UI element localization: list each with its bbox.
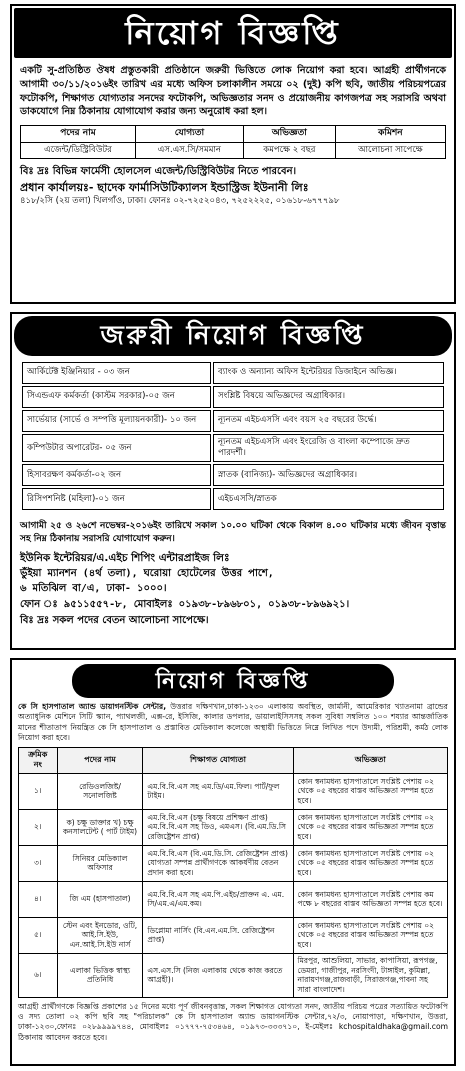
- ad3-serial: ২।: [19, 809, 58, 845]
- table-row: [19, 845, 448, 881]
- table-row: [22, 488, 444, 510]
- ad2-address-line1: ভুঁইয়া ম্যানশন (৪র্থ তলা), ঘরোয়া হোটেলের উত্তর পাশে,: [20, 567, 274, 579]
- ad3-intro: [12, 700, 454, 745]
- table-row: [19, 773, 448, 809]
- table-row: [21, 142, 446, 158]
- ad3-serial: ৫।: [19, 917, 58, 953]
- table-row: [19, 881, 448, 917]
- ad3-table: [18, 747, 448, 998]
- ad2-phone: ফোন ঃ ৯৫১১৫৫৭-৮, মোবাইলঃ ০১৯৩৮-৮৯৬৮০১, ০১৯৩৮-৮৯৬৯২১।: [20, 598, 350, 610]
- ad1-cell: কমপক্ষে ২ বছর: [243, 142, 335, 158]
- ad3-post: রেডিওলজিষ্ট/ সনোলজিষ্ট: [57, 773, 143, 809]
- ad3-post: সিনিয়র মেডিক্যাল অফিসার: [57, 845, 143, 881]
- ad2-post: হিসাবরক্ষণ কর্মকর্তা-০২ জন: [22, 464, 211, 486]
- table-row: [22, 464, 444, 486]
- ad1-header-qualification: যোগ্যতা: [135, 126, 243, 143]
- ad2-post: সিএন্ডএফ কর্মকর্তা (কাস্টম সরকার)-০৫ জন: [22, 386, 211, 408]
- table-row: [22, 386, 444, 408]
- ad3-education: ডিপ্লোমা নার্সিং (বি.এন.এম.সি. রেজিষ্ট্রেশন প্রাপ্ত): [143, 917, 293, 953]
- ad3-experience: কোন স্বনামধন্য হাসপাতালে সংশ্লিষ্ট পেশায় কম পক্ষে ৮ বছরের বাস্তব অভিজ্ঞতা সম্পন্ন হতে হবে।: [293, 881, 447, 917]
- ad1-banner: নিয়োগ বিজ্ঞপ্তি: [14, 8, 452, 58]
- ad3-education: এম.বি.বি.এস সহ এম.পি.এইচ/প্রাক্তন এ. এম. সি/এম.এ/এম.কম।: [143, 881, 293, 917]
- ad3-education: এম.বি.বি.এস সহ এম.ডি/এম.ফিল। পার্ট/ফুল টাইম।: [143, 773, 293, 809]
- ad3-experience: মিরপুর, আশুলিয়া, সাভার, কাপাসিয়া, রূপগঞ্জ, ডেমরা, গাজীপুর, নরসিংদী, টাঙ্গাইল, কুমিল্লা, নারায়ণগঞ্জ,রাজবাড়ী, সিরাজগঞ্জ,পাবনা সহ সারা বাংলাদেশ।: [293, 953, 447, 997]
- ad2-post: আর্কিটেক্ট ইঞ্জিনিয়ার - ০৩ জন: [22, 362, 211, 384]
- ad3-header-education: শিক্ষাগত যোগ্যতা: [143, 748, 293, 774]
- table-row: [19, 917, 448, 953]
- ad3-banner: নিয়োগ বিজ্ঞপ্তি: [72, 664, 394, 698]
- ad1-cell: এজেন্ট/ডিস্ট্রিবিউটর: [21, 142, 136, 158]
- ad2-req: স্নাতক (বানিজ্য)- অভিজ্ঞদের অগ্রাধিকার।: [213, 464, 444, 486]
- ad2-post: রিসিপশনিষ্ট (মহিলা)-০১ জন: [22, 488, 211, 510]
- ad3-footer: আগ্রহী প্রার্থীগণকে বিজ্ঞপ্তি প্রকাশের ১৫ দিনের মধ্যে পূর্ণ জীবনবৃত্তান্ত, সকল শিক্ষাগত যোগ্যতা সনদ, জাতীয় পরিচয় পত্রের সত্যায়িত ফটোকপি ও সদ্য তোলা ০২ কপি ছবি সহ "পরিচালক" কে সি হাসপাতাল অ্যান্ড ডায়াগনস্টিক সেন্টার,৭২/৩, নোয়াপাড়া, দক্ষিণখান, উত্তরা, ঢাকা-১২৩০,ফোনঃ ০২৮৯৯৯৯৭৪৪, মোবাইলঃ ০১৭৭৭-৭৫৩৪৬৪, ০১৯৭৩-৩৩৩৭১০, ই-মেইলঃ kchospitaldhaka@gmail.com ঠিকানায় আবেদন করতে হবে।: [18, 1001, 448, 1042]
- ad3-header-serial: ক্রমিক নং: [19, 748, 58, 774]
- ad2-paragraph: আগামী ২৫ ও ২৬শে নভেম্বর-২০১৬ইং তারিখে সকাল ১০.০০ ঘটিকা থেকে বিকাল ৪.০০ ঘটিকার মধ্যে জীবন বৃত্তান্ত সহ নিম্ন ঠিকানায় সরাসরি যোগাযোগ করুন।: [20, 521, 446, 545]
- ad2-table: [20, 360, 446, 512]
- ad2-address-line2: ৬ মতিঝিল বা/এ, ঢাকা- ১০০০।: [20, 582, 167, 594]
- ad1-table: [20, 125, 446, 159]
- ad1-address: ৪১৮/২সি (২য় তলা) খিলগাঁও, ঢাকা। ফোনঃ ০২-৭২৫২০৪৩, ৭২৫২২২৫, ০১৬১৮-৬৭৭৭৯৮: [20, 196, 340, 207]
- ad2-post: সার্ভেয়ার (সার্ভে ও সম্পত্তি মূল্যায়নকারী)- ১০ জন: [22, 410, 211, 432]
- ad3-experience: কোন স্বনামধন্য হাসপাতালে সংশ্লিষ্ট পেশায় ০২ থেকে ০৫ বছরের বাস্তব অভিজ্ঞতা সম্পন্ন হতে হবে।: [293, 773, 447, 809]
- ad3-post: ক) চক্ষু ডাক্তার খ) চক্ষু কনসালটেন্ট ( পার্ট টাইম): [57, 809, 143, 845]
- ad2-post: কম্পিউটার অপারেটর- ০৫ জন: [22, 434, 211, 462]
- job-ad-hospital: [10, 658, 456, 1066]
- ad1-office: প্রধান কার্যালয়ঃ- ছাদেক ফার্মাসিউটিক্যালস ইন্ডাস্ট্রিজ ইউনানী লিঃ: [20, 180, 309, 194]
- ad2-req: ব্যাংক ও অন্যান্য অফিস ইন্টেরিয়র ডিজাইনে অভিজ্ঞ।: [213, 362, 444, 384]
- ad2-req: এইচএসসি/স্নাতক: [213, 488, 444, 510]
- ad1-paragraph: একটি সু-প্রতিষ্ঠিত ঔষধ প্রস্তুতকারী প্রতিষ্ঠানে জরুরী ভিত্তিতে লোক নিয়োগ করা হবে। আগ্রহী প্রার্থীগনকে আগামী ৩০/১১/২০১৬ইং তারিখ এর মধ্যে অফিস চলাকালীন সময়ে ০২ (দুই) কপি ছবি, জাতীয় পরিচয়পত্রের ফটোকপি, শিক্ষাগত যোগ্যতার সনদের ফটোকপি, অভিজ্ঞতার সনদ ও প্রয়োজনীয় কাগজপত্র সহ সরাসরি অথবা ডাকযোগে নিম্ন ঠিকানায় যোগাযোগ করার জন্য অনুরোধ করা হল।: [20, 65, 446, 118]
- ad3-post: জি এম (হাসপাতাল): [57, 881, 143, 917]
- ad3-intro-text: উত্তরার দক্ষিণখান,ঢাকা-১২৩০ এলাকায় অবস্থিত, জার্মানী, আমেরিকার খ্যাতনামা ব্রান্ডের অত্যাধুনিক মেশিনে সিটি স্ক্যান, প্যাথলজী, এক্স-রে, ইসিজি, কালার ডপলার, ডায়ালাইসিসসহ সকল সুবিধা সম্বলিত ১০০ শয্যার আন্তর্জাতিক মানের শীতাতাপ নিয়ন্ত্রিত কে সি হাসপাতাল ও প্রস্তাবিত মেডিক্যাল কলেজে অস্থায়ী ভিত্তিতে নিম্নে লিখিত পদে উদ্যমী, পরিশ্রমী, কর্মঠ লোক নিয়োগ করা হবে।: [18, 702, 448, 742]
- ad3-intro-hospital-name: কে সি হাসপাতাল অ্যান্ড ডায়াগনস্টিক সেন্টার,: [18, 702, 167, 711]
- ad3-experience: কোন স্বনামধন্য হাসপাতালে সংশ্লিষ্ট পেশায় ০২ থেকে ০৫ বছরের বাস্তব অভিজ্ঞতা সম্পন্ন হতে হবে।: [293, 845, 447, 881]
- ad3-post: এলাকা ভিত্তিক স্বাস্থ্য প্রতিনিধি: [57, 953, 143, 997]
- ad1-note: বিঃ দ্রঃ বিভিন্ন ফার্মেসী হোলসেল এজেন্ট/ডিস্ট্রিবিউটর নিতে পারবেন।: [20, 165, 297, 177]
- ad3-experience: কোন স্বনামধন্য হাসপাতালে সংশ্লিষ্ট পেশায় ০২ থেকে ০৫ বছরের বাস্তব অভিজ্ঞতা সম্পন্ন হতে হবে।: [293, 917, 447, 953]
- job-ad-pharma: [10, 4, 456, 304]
- ad2-note: বিঃ দ্রঃ সকল পদের বেতন আলোচনা সাপেক্ষে।: [20, 614, 209, 626]
- ad3-serial: ৩।: [19, 845, 58, 881]
- ad3-experience: কোন স্বনামধন্য হাসপাতালে সংশ্লিষ্ট পেশায় ০২ থেকে ০৫ বছরের বাস্তব অভিজ্ঞতা সম্পন্ন হতে হবে।: [293, 809, 447, 845]
- ad3-education: এম.বি.বি.এস (বি.এম.ডি.সি. রেজিষ্ট্রেশন প্রাপ্ত) যোগ্যতা সম্পন্ন প্রার্থীগণকে আকর্ষণীয় বেতন প্রদান করা হবে।: [143, 845, 293, 881]
- ad3-serial: ৪।: [19, 881, 58, 917]
- ad2-req: ন্যূনতম এইচএসসি এবং ইংরেজি ও বাংলা কম্পোজে দ্রুত পারদর্শী।: [213, 434, 444, 462]
- ad1-cell: আলোচনা সাপেক্ষে: [335, 142, 445, 158]
- ad3-education: এস.এস.সি (নিজ এলাকায় থেকে কাজ করতে আগ্রহী)।: [143, 953, 293, 997]
- ad2-req: সংশ্লিষ্ট বিষয়ে অভিজ্ঞদের অগ্রাধিকার।: [213, 386, 444, 408]
- table-row: [19, 809, 448, 845]
- table-row: [22, 362, 444, 384]
- ad3-serial: ৬।: [19, 953, 58, 997]
- ad3-header-experience: অভিজ্ঞতা: [293, 748, 447, 774]
- job-ad-interior: [10, 312, 456, 650]
- ad3-serial: ১।: [19, 773, 58, 809]
- ad3-header-post: পদের নাম: [57, 748, 143, 774]
- ad2-company: ইউনিক ইন্টেরিয়র/এ.এইচ শিপিং এন্টারপ্রাইজ লিঃ: [20, 552, 230, 565]
- table-row: [22, 410, 444, 432]
- table-row: [22, 434, 444, 462]
- ad2-banner: জরুরী নিয়োগ বিজ্ঞপ্তি: [14, 316, 452, 356]
- table-row: [19, 953, 448, 997]
- ad3-education: এম.বি.বি.এস (চক্ষু বিষয়ে প্রশিক্ষণ প্রাপ্ত) এম.বি.বি.এস সহ ডিও, এমএস। (বি.এম.ডি.সি রেজিষ্ট্রেশন প্রাপ্ত): [143, 809, 293, 845]
- ad3-post: স্টেন এবং ইনডোর, ওটি, আই.সি.ইউ, এন.আই.সি.ইউ নার্স: [57, 917, 143, 953]
- ad1-header-commission: কমিশন: [335, 126, 445, 143]
- ad1-cell: এস.এস.সি/সমমান: [135, 142, 243, 158]
- ad1-header-experience: অভিজ্ঞতা: [243, 126, 335, 143]
- ad2-req: ন্যূনতম এইচএসসি এবং বয়স ২৫ বছরের উর্দ্ধে।: [213, 410, 444, 432]
- ad1-header-post: পদের নাম: [21, 126, 136, 143]
